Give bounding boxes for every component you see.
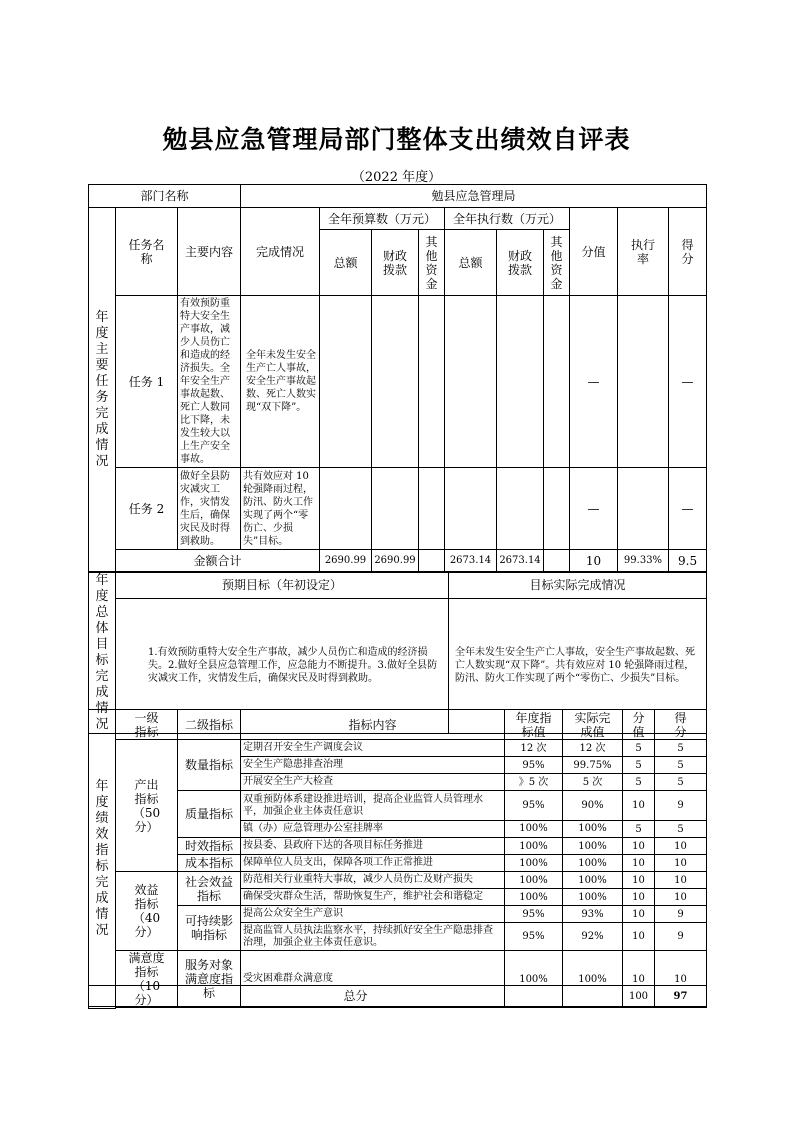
indicator-target: 100% <box>505 951 563 1008</box>
grand-total-label: 总分 <box>89 986 623 1007</box>
level2-quantity: 数量指标 <box>178 740 241 791</box>
indicator-score-value: 10 <box>623 791 655 821</box>
indicator-score-value: 10 <box>623 838 655 855</box>
indicator-row: 安全生产隐患排查治理 <box>241 757 505 774</box>
task2-score-value: — <box>570 468 618 550</box>
header-exec-group: 全年执行数（万元） <box>445 208 570 230</box>
level2-cost: 成本指标 <box>178 855 241 872</box>
page-title: 勉县应急管理局部门整体支出绩效自评表 <box>162 125 631 154</box>
expected-header: 预期目标（年初设定） <box>116 573 449 599</box>
indicator-row: 提高公众安全生产意识 <box>241 906 505 923</box>
indicator-score-value: 5 <box>623 757 655 774</box>
header-indicator-content: 指标内容 <box>241 710 505 740</box>
indicator-target: 95% <box>505 791 563 821</box>
header-ind-score: 得分 <box>655 710 707 740</box>
total-exec-rate: 99.33% <box>618 550 669 572</box>
indicator-score: 10 <box>655 951 707 1008</box>
indicator-actual: 100% <box>563 838 623 855</box>
indicator-score: 9 <box>655 906 707 923</box>
indicator-score: 10 <box>655 872 707 889</box>
indicator-actual: 100% <box>563 872 623 889</box>
indicator-target: 95% <box>505 757 563 774</box>
level2-quality: 质量指标 <box>178 791 241 838</box>
header-exec-rate: 执行率 <box>618 208 669 296</box>
grand-total-table <box>88 985 707 1007</box>
header-level2: 二级指标 <box>178 710 241 740</box>
header-actual: 实际完成值 <box>563 710 623 740</box>
indicator-row: 保障单位人员支出，保障各项工作正常推进 <box>241 855 505 872</box>
indicator-score-value: 10 <box>623 889 655 906</box>
level2-sustain: 可持续影响指标 <box>178 906 241 951</box>
header-score-value: 分值 <box>570 208 618 296</box>
task1-content: 有效预防重特大安全生产事故，减少人员伤亡和造成的经济损失。全年安全生产事故起数、死亡人数同比下降，未发生较大以上生产安全事故。 <box>178 296 241 468</box>
header-ind-score-value: 分值 <box>623 710 655 740</box>
indicator-score: 10 <box>655 889 707 906</box>
indicator-score-value: 5 <box>623 821 655 838</box>
task2-name: 任务 2 <box>116 468 178 550</box>
indicator-target: 100% <box>505 838 563 855</box>
task1-score-value: — <box>570 296 618 468</box>
indicator-target: 100% <box>505 855 563 872</box>
header-score: 得分 <box>669 208 707 296</box>
task1-completion: 全年未发生安全生产亡人事故，安全生产事故起数、死亡人数实现“双下降”。 <box>241 296 320 468</box>
indicator-score-value: 5 <box>623 774 655 791</box>
header-content: 主要内容 <box>178 208 241 296</box>
indicator-score: 5 <box>655 740 707 757</box>
task1-score: — <box>669 296 707 468</box>
indicator-score: 5 <box>655 757 707 774</box>
indicator-actual: 92% <box>563 923 623 951</box>
header-exec-other: 其他资金 <box>544 230 570 296</box>
indicator-row: 提高监管人员执法监察水平，持续抓好安全生产隐患排查治理，加强企业主体责任意识。 <box>241 923 505 951</box>
section3-label: 年度绩效指标完成情况 <box>89 710 116 1009</box>
indicator-score: 9 <box>655 923 707 951</box>
level2-service: 服务对象满意度指标 <box>178 951 241 1008</box>
header-budget-group: 全年预算数（万元） <box>320 208 445 230</box>
indicator-target: 100% <box>505 821 563 838</box>
indicator-row: 定期召开安全生产调度会议 <box>241 740 505 757</box>
indicator-score-value: 10 <box>623 872 655 889</box>
indicator-score: 5 <box>655 774 707 791</box>
actual-goals: 全年未发生安全生产亡人事故，安全生产事故起数、死亡人数实现“双下降”。共有效应对 10 轮强降雨过程，防汛、防火工作实现了两个“零伤亡、少损失”目标。 <box>449 598 707 733</box>
total-score: 9.5 <box>669 550 707 572</box>
header-task-name: 任务名称 <box>116 208 178 296</box>
indicator-score: 10 <box>655 838 707 855</box>
expected-goals: 1.有效预防重特大安全生产事故，减少人员伤亡和造成的经济损失。2.做好全县应急管理工作，应急能力不断提升。3.做好全县防灾减灾工作，灾情发生后，确保灾民及时得到救助。 <box>116 598 449 733</box>
indicator-score-value: 10 <box>623 951 655 1008</box>
total-score-value: 10 <box>570 550 618 572</box>
indicator-target: 95% <box>505 906 563 923</box>
indicator-row: 双重预防体系建设推进培训，提高企业监管人员管理水平，加强企业主体责任意识 <box>241 791 505 821</box>
grand-total-score: 97 <box>655 986 707 1007</box>
actual-header: 目标实际完成情况 <box>449 573 707 599</box>
indicator-score-value: 10 <box>623 923 655 951</box>
header-level1: 一级指标 <box>116 710 178 740</box>
indicator-actual: 90% <box>563 791 623 821</box>
indicator-score: 10 <box>655 855 707 872</box>
indicator-actual: 100% <box>563 951 623 1008</box>
indicator-actual: 93% <box>563 906 623 923</box>
header-target: 年度指标值 <box>505 710 563 740</box>
indicator-target: 100% <box>505 889 563 906</box>
indicator-actual: 100% <box>563 889 623 906</box>
report-year: （2022 年度） <box>351 170 442 185</box>
indicator-actual: 12 次 <box>563 740 623 757</box>
grand-total-score-value: 100 <box>623 986 655 1007</box>
task2-score: — <box>669 468 707 550</box>
indicator-target: 100% <box>505 872 563 889</box>
level1-satisfaction: 满意度指标（10 分） <box>116 951 178 1008</box>
level2-timeliness: 时效指标 <box>178 838 241 855</box>
section1-label: 年度主要任务完成情况 <box>89 208 116 572</box>
header-budget-fiscal: 财政拨款 <box>372 230 419 296</box>
indicator-score: 9 <box>655 791 707 821</box>
exec-total: 2673.14 <box>445 550 497 572</box>
section2-label: 年度总体目标完成情况 <box>89 573 116 734</box>
indicator-row: 开展安全生产大检查 <box>241 774 505 791</box>
indicator-row: 确保受灾群众生活，帮助恢复生产，维护社会和谐稳定 <box>241 889 505 906</box>
indicator-target: 95% <box>505 923 563 951</box>
indicator-target: 》5 次 <box>505 774 563 791</box>
level1-benefit: 效益指标（40 分） <box>116 872 178 951</box>
indicators-table <box>88 709 707 1009</box>
task1-name: 任务 1 <box>116 296 178 468</box>
budget-total: 2690.99 <box>320 550 372 572</box>
indicator-actual: 100% <box>563 821 623 838</box>
header-completion: 完成情况 <box>241 208 320 296</box>
dept-value: 勉县应急管理局 <box>241 185 707 208</box>
level2-social: 社会效益指标 <box>178 872 241 906</box>
indicator-row: 受灾困难群众满意度 <box>241 951 505 1008</box>
header-exec-total: 总额 <box>445 230 497 296</box>
indicator-row: 镇（办）应急管理办公室挂牌率 <box>241 821 505 838</box>
indicator-score-value: 10 <box>623 906 655 923</box>
indicator-row: 按县委、县政府下达的各项目标任务推进 <box>241 838 505 855</box>
total-label: 金额合计 <box>116 550 320 572</box>
indicator-actual: 100% <box>563 855 623 872</box>
dept-label: 部门名称 <box>89 185 241 208</box>
header-budget-total: 总额 <box>320 230 372 296</box>
indicator-row: 防范相关行业重特大事故，减少人员伤亡及财产损失 <box>241 872 505 889</box>
indicator-target: 12 次 <box>505 740 563 757</box>
task2-completion: 共有效应对 10 轮强降雨过程，防汛、防火工作实现了两个“零伤亡、少损失”目标。 <box>241 468 320 550</box>
header-exec-fiscal: 财政拨款 <box>497 230 544 296</box>
exec-fiscal: 2673.14 <box>497 550 544 572</box>
header-budget-other: 其他资金 <box>419 230 445 296</box>
indicator-actual: 99.75% <box>563 757 623 774</box>
indicator-actual: 5 次 <box>563 774 623 791</box>
indicator-score-value: 5 <box>623 740 655 757</box>
indicator-score-value: 10 <box>623 855 655 872</box>
level1-output: 产出指标（50 分） <box>116 740 178 872</box>
budget-fiscal: 2690.99 <box>372 550 419 572</box>
tasks-table <box>88 184 707 572</box>
indicator-score: 5 <box>655 821 707 838</box>
task2-content: 做好全县防灾减灾工作，灾情发生后，确保灾民及时得到救助。 <box>178 468 241 550</box>
